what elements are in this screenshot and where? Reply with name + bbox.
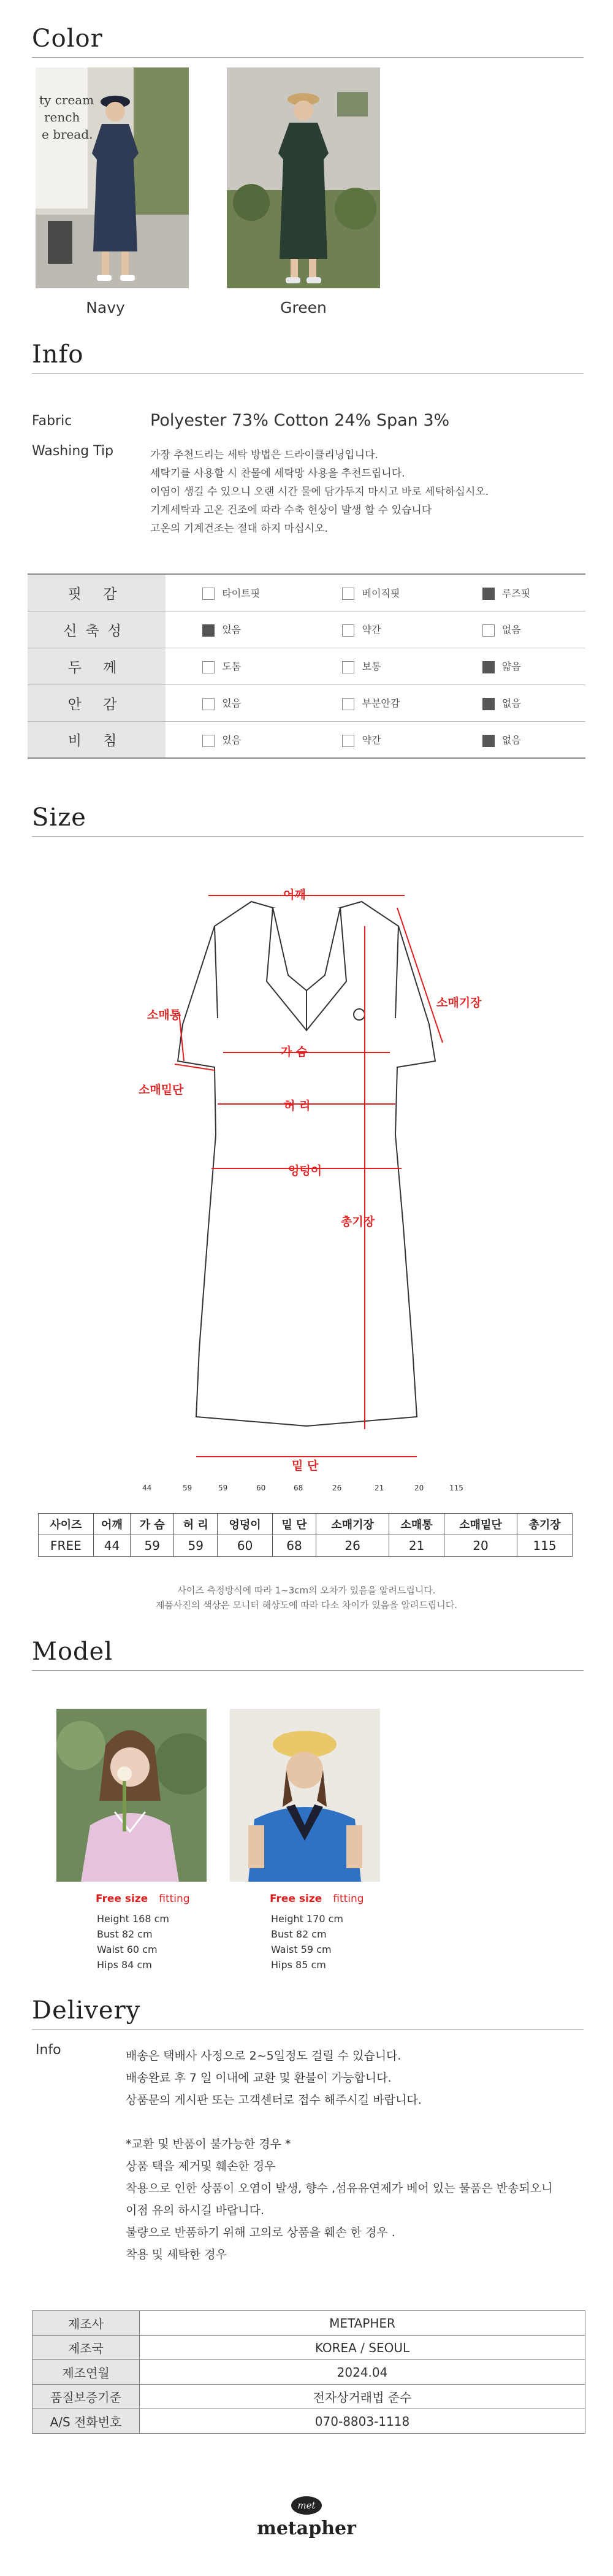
checkbox-checked-icon bbox=[482, 735, 495, 747]
checkbox-icon bbox=[342, 735, 354, 747]
delivery-line: *교환 및 반품이 불가능한 경우 * bbox=[126, 2137, 291, 2151]
spec-value: 070-8803-1118 bbox=[140, 2409, 585, 2434]
spec-key: 품질보증기준 bbox=[32, 2385, 140, 2409]
model-2-photo[interactable] bbox=[230, 1709, 380, 1882]
spec-value: METAPHER bbox=[140, 2311, 585, 2336]
small-number: 44 bbox=[142, 1484, 152, 1492]
size-header: 소매기장 bbox=[316, 1514, 389, 1535]
size-cell: 59 bbox=[131, 1535, 174, 1557]
spec-row bbox=[32, 2409, 585, 2434]
spec-value: 2024.04 bbox=[140, 2360, 585, 2385]
attribute-table bbox=[28, 573, 585, 759]
spec-row bbox=[32, 2336, 585, 2360]
size-header: 밑 단 bbox=[273, 1514, 316, 1535]
attr-option: 없음 bbox=[501, 624, 521, 636]
brand-logo[interactable]: metapher bbox=[257, 2518, 356, 2539]
delivery-info-label: Info bbox=[36, 2042, 61, 2058]
delivery-line: 상품문의 게시판 또는 고객센터로 접수 해주시길 바랍니다. bbox=[126, 2093, 422, 2107]
size-header: 어깨 bbox=[93, 1514, 130, 1535]
model-fit-size: Free size bbox=[270, 1893, 322, 1905]
navy-color-photo[interactable] bbox=[36, 67, 189, 288]
spec-key: 제조사 bbox=[32, 2311, 140, 2336]
size-cell: 26 bbox=[316, 1535, 389, 1557]
size-table-header bbox=[39, 1514, 573, 1535]
checkbox-icon bbox=[342, 698, 354, 710]
checkbox-icon bbox=[342, 624, 354, 637]
checkbox-icon bbox=[342, 588, 354, 600]
fabric-value: Polyester 73% Cotton 24% Span 3% bbox=[150, 411, 450, 430]
attr-option: 얇음 bbox=[501, 661, 521, 673]
small-number: 115 bbox=[449, 1484, 463, 1492]
model-fit-text: fitting bbox=[159, 1893, 190, 1905]
small-number: 59 bbox=[183, 1484, 192, 1492]
delivery-line: 착용 및 세탁한 경우 bbox=[126, 2248, 227, 2261]
model-section-title: Model bbox=[32, 1638, 113, 1666]
size-cell: 59 bbox=[174, 1535, 218, 1557]
delivery-line: 이점 유의 하시길 바랍니다. bbox=[126, 2204, 265, 2217]
info-section-title: Info bbox=[32, 340, 84, 369]
delivery-line: 불량으로 반품하기 위해 고의로 상품을 훼손 한 경우 . bbox=[126, 2226, 395, 2239]
model-1-stat: Height 168 cm bbox=[97, 1913, 169, 1925]
checkbox-checked-icon bbox=[482, 661, 495, 673]
model-1-fit bbox=[96, 1893, 190, 1905]
size-header: 허 리 bbox=[174, 1514, 218, 1535]
small-number: 20 bbox=[414, 1484, 424, 1492]
cuff-label: 소매밑단 bbox=[139, 1083, 184, 1097]
attr-option: 없음 bbox=[501, 734, 521, 746]
size-header: 가 슴 bbox=[131, 1514, 174, 1535]
attr-option: 부분안감 bbox=[362, 697, 400, 710]
spec-key: A/S 전화번호 bbox=[32, 2409, 140, 2434]
model-fit-text: fitting bbox=[333, 1893, 364, 1905]
checkbox-icon bbox=[202, 661, 215, 673]
checkbox-checked-icon bbox=[482, 698, 495, 710]
delivery-line: 배송완료 후 7 일 이내에 교환 및 환불이 가능합니다. bbox=[126, 2071, 392, 2085]
checkbox-icon bbox=[202, 588, 215, 600]
wash-line: 세탁기를 사용할 시 찬물에 세탁망 사용을 추천드립니다. bbox=[150, 467, 405, 480]
color-name-green: Green bbox=[280, 299, 327, 316]
attr-label: 두 께 bbox=[28, 648, 166, 684]
hem-label: 밑 단 bbox=[292, 1459, 319, 1473]
model-2-stat: Waist 59 cm bbox=[271, 1944, 332, 1955]
size-header: 소매밑단 bbox=[444, 1514, 517, 1535]
spec-key: 제조연월 bbox=[32, 2360, 140, 2385]
washing-tip-label: Washing Tip bbox=[32, 443, 114, 459]
size-cell: 115 bbox=[517, 1535, 573, 1557]
size-cell: 21 bbox=[389, 1535, 444, 1557]
model-section-divider bbox=[32, 1670, 584, 1671]
size-cell: 68 bbox=[273, 1535, 316, 1557]
photo-sign-line-1: ty cream bbox=[39, 93, 94, 107]
spec-row bbox=[32, 2360, 585, 2385]
small-number: 21 bbox=[375, 1484, 384, 1492]
attr-option: 있음 bbox=[222, 697, 242, 710]
brand-logo-mark: met bbox=[291, 2496, 322, 2515]
size-header: 엉덩이 bbox=[218, 1514, 273, 1535]
chest-label: 가 슴 bbox=[281, 1045, 308, 1059]
size-table-row bbox=[39, 1535, 573, 1557]
model-1-stat: Hips 84 cm bbox=[97, 1959, 152, 1971]
photo-sign-line-2: rench bbox=[44, 110, 80, 125]
attr-label: 신축성 bbox=[28, 611, 166, 648]
attr-option: 있음 bbox=[222, 734, 242, 746]
model-1-stat: Bust 82 cm bbox=[97, 1928, 153, 1940]
model-1-stat: Waist 60 cm bbox=[97, 1944, 158, 1955]
attr-row-sheerness bbox=[28, 721, 585, 758]
sleeve-length-label: 소매기장 bbox=[436, 996, 482, 1010]
size-header: 소매통 bbox=[389, 1514, 444, 1535]
attr-label: 핏 감 bbox=[28, 574, 166, 611]
size-cell: FREE bbox=[39, 1535, 94, 1557]
shoulder-label: 어깨 bbox=[283, 888, 306, 902]
model-2-stat: Height 170 cm bbox=[271, 1913, 343, 1925]
attr-option: 타이트핏 bbox=[222, 587, 261, 599]
model-2-fit bbox=[270, 1893, 364, 1905]
small-number: 26 bbox=[332, 1484, 342, 1492]
attr-option: 약간 bbox=[362, 734, 381, 746]
spec-row bbox=[32, 2385, 585, 2409]
color-name-navy: Navy bbox=[86, 299, 125, 316]
green-color-photo[interactable] bbox=[227, 67, 380, 288]
size-header: 총기장 bbox=[517, 1514, 573, 1535]
attr-row-lining bbox=[28, 684, 585, 721]
size-section-divider bbox=[32, 836, 584, 837]
checkbox-checked-icon bbox=[202, 624, 215, 637]
model-1-photo[interactable] bbox=[56, 1709, 207, 1882]
spec-row bbox=[32, 2311, 585, 2336]
attr-label: 안 감 bbox=[28, 684, 166, 721]
attr-option: 있음 bbox=[222, 624, 242, 636]
delivery-line: 착용으로 인한 상품이 오염이 발생, 향수 ,섬유유연제가 베어 있는 물품은 반송되오니 bbox=[126, 2182, 553, 2195]
attr-label: 비 침 bbox=[28, 721, 166, 758]
hip-label: 엉덩이 bbox=[288, 1164, 322, 1178]
photo-sign-line-3: e bread. bbox=[42, 127, 93, 142]
checkbox-checked-icon bbox=[482, 588, 495, 600]
spec-value: 전자상거래법 준수 bbox=[140, 2385, 585, 2409]
spec-key: 제조국 bbox=[32, 2336, 140, 2360]
fabric-label: Fabric bbox=[32, 413, 72, 429]
checkbox-icon bbox=[202, 698, 215, 710]
attr-option: 약간 bbox=[362, 624, 381, 636]
size-note: 사이즈 측정방식에 따라 1~3cm의 오차가 있음을 알려드립니다. bbox=[177, 1585, 436, 1596]
spec-value: KOREA / SEOUL bbox=[140, 2336, 585, 2360]
waist-label: 허 리 bbox=[284, 1099, 311, 1113]
checkbox-icon bbox=[342, 661, 354, 673]
small-number: 68 bbox=[294, 1484, 303, 1492]
total-length-label: 총기장 bbox=[341, 1215, 375, 1229]
size-cell: 44 bbox=[93, 1535, 130, 1557]
color-section-title: Color bbox=[32, 25, 103, 53]
sleeve-width-label: 소매통 bbox=[147, 1008, 181, 1022]
color-section-divider bbox=[32, 57, 584, 58]
wash-line: 이염이 생길 수 있으니 오랜 시간 물에 담가두지 마시고 바로 세탁하십시오. bbox=[150, 486, 489, 498]
size-cell: 60 bbox=[218, 1535, 273, 1557]
attr-option: 보통 bbox=[362, 661, 381, 673]
model-2-stat: Bust 82 cm bbox=[271, 1928, 327, 1940]
size-section-title: Size bbox=[32, 803, 86, 832]
delivery-line: 상품 택을 제거및 훼손한 경우 bbox=[126, 2160, 276, 2173]
size-table bbox=[38, 1513, 573, 1557]
small-number: 60 bbox=[256, 1484, 266, 1492]
attr-row-thickness bbox=[28, 648, 585, 684]
size-cell: 20 bbox=[444, 1535, 517, 1557]
attr-option: 베이직핏 bbox=[362, 587, 400, 599]
attr-option: 도톰 bbox=[222, 661, 242, 673]
checkbox-icon bbox=[482, 624, 495, 637]
size-header: 사이즈 bbox=[39, 1514, 94, 1535]
attr-row-stretch bbox=[28, 611, 585, 648]
attr-row-fit bbox=[28, 574, 585, 611]
small-number: 59 bbox=[218, 1484, 228, 1492]
delivery-line: 배송은 택배사 사정으로 2~5일정도 걸릴 수 있습니다. bbox=[126, 2049, 402, 2063]
delivery-section-title: Delivery bbox=[32, 1996, 141, 2025]
size-note: 제품사진의 색상은 모니터 해상도에 따라 다소 차이가 있음을 알려드립니다. bbox=[155, 1600, 458, 1611]
model-2-stat: Hips 85 cm bbox=[271, 1959, 326, 1971]
model-fit-size: Free size bbox=[96, 1893, 148, 1905]
product-spec-table bbox=[32, 2310, 585, 2434]
attr-option: 루즈핏 bbox=[501, 587, 531, 599]
delivery-section-divider bbox=[32, 2029, 584, 2030]
info-section-divider bbox=[32, 373, 584, 374]
checkbox-icon bbox=[202, 735, 215, 747]
attr-option: 없음 bbox=[501, 697, 521, 710]
wash-line: 기계세탁과 고온 건조에 따라 수축 현상이 발생 할 수 있습니다 bbox=[150, 504, 432, 516]
wash-line: 가장 추천드리는 세탁 방법은 드라이클리닝입니다. bbox=[150, 449, 378, 461]
wash-line: 고온의 기계건조는 절대 하지 마십시오. bbox=[150, 523, 328, 535]
